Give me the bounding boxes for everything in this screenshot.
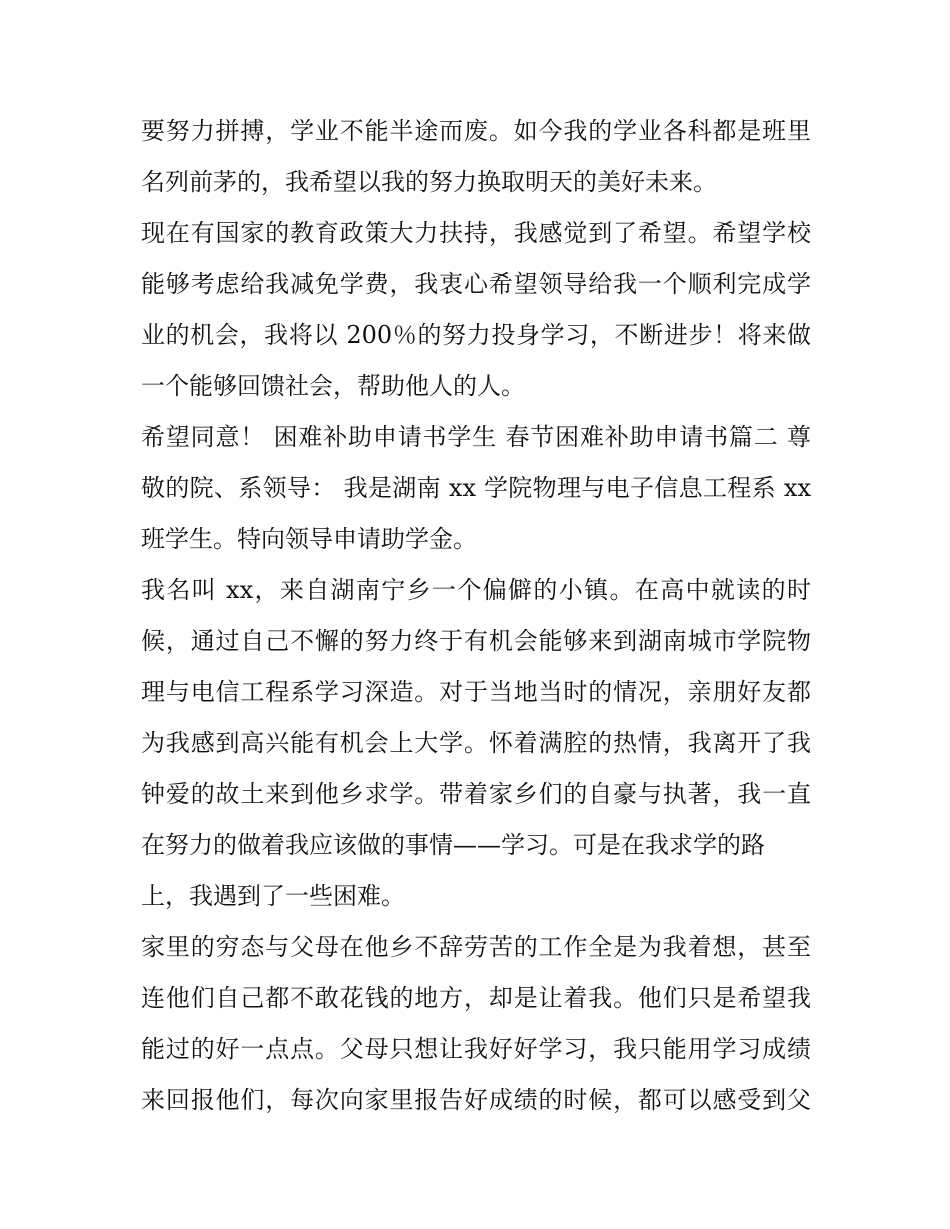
paragraph-5 xyxy=(141,922,811,1126)
text-line: 班学生。特向领导申请助学金。 xyxy=(141,525,477,553)
text-line: 希望同意！ 困难补助申请书学生 春节困难补助申请书篇二 尊 xyxy=(141,423,811,451)
text-line: 能够考虑给我减免学费，我衷心希望领导给我一个顺利完成学 xyxy=(141,270,811,298)
text-line: 一个能够回馈社会，帮助他人的人。 xyxy=(141,372,525,400)
text-line: 候，通过自己不懈的努力终于有机会能够来到湖南城市学院物 xyxy=(141,627,811,655)
text-line: 业的机会，我将以 200％的努力投身学习，不断进步！将来做 xyxy=(141,321,811,349)
text-line: 我名叫 xx，来自湖南宁乡一个偏僻的小镇。在高中就读的时 xyxy=(141,576,811,604)
paragraph-1 xyxy=(141,106,811,208)
paragraph-3 xyxy=(141,412,811,565)
text-line: 要努力拼搏，学业不能半途而废。如今我的学业各科都是班里 xyxy=(141,117,811,145)
paragraph-2 xyxy=(141,208,811,412)
text-line: 家里的穷态与父母在他乡不辞劳苦的工作全是为我着想，甚至 xyxy=(141,933,811,961)
text-line: 理与电信工程系学习深造。对于当地当时的情况，亲朋好友都 xyxy=(141,678,811,706)
text-line: 敬的院、系领导： 我是湖南 xx 学院物理与电子信息工程系 xx xyxy=(141,474,811,502)
text-line: 来回报他们，每次向家里报告好成绩的时候，都可以感受到父 xyxy=(141,1086,811,1114)
text-line: 连他们自己都不敢花钱的地方，却是让着我。他们只是希望我 xyxy=(141,984,811,1012)
text-line: 在努力的做着我应该做的事情——学习。可是在我求学的路 xyxy=(141,831,765,859)
text-line: 上，我遇到了一些困难。 xyxy=(141,882,405,910)
paragraph-4 xyxy=(141,565,811,922)
text-line: 为我感到高兴能有机会上大学。怀着满腔的热情，我离开了我 xyxy=(141,729,811,757)
text-line: 能过的好一点点。父母只想让我好好学习，我只能用学习成绩 xyxy=(141,1035,811,1063)
text-line: 名列前茅的，我希望以我的努力换取明天的美好未来。 xyxy=(141,168,717,196)
document-body xyxy=(141,106,811,1126)
text-line: 现在有国家的教育政策大力扶持，我感觉到了希望。希望学校 xyxy=(141,219,811,247)
text-line: 钟爱的故土来到他乡求学。带着家乡们的自豪与执著，我一直 xyxy=(141,780,811,808)
